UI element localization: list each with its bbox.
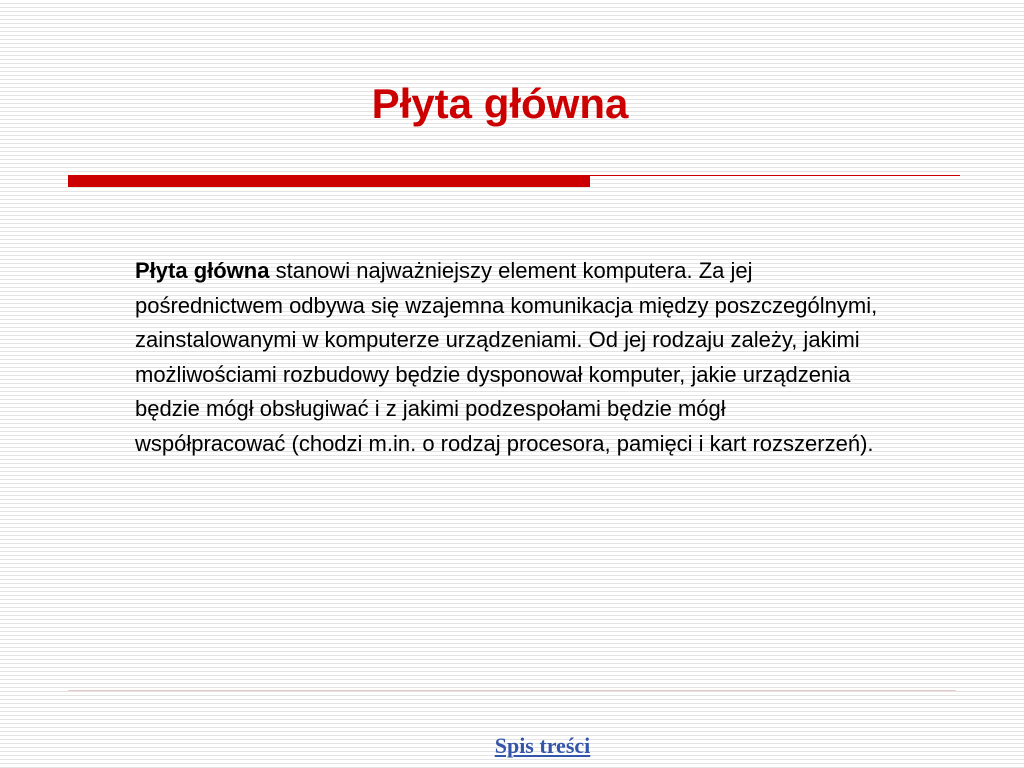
title-underline-thick xyxy=(68,175,590,187)
slide-title: Płyta główna xyxy=(371,80,629,127)
body-lead-term: Płyta główna xyxy=(135,258,270,283)
body-paragraph xyxy=(135,254,880,461)
table-of-contents-link[interactable]: Spis treści xyxy=(494,733,591,758)
footer-divider xyxy=(68,690,956,691)
body-description: stanowi najważniejszy element komputera. Za jej pośrednictwem odbywa się wzajemna komunikacja między poszczególnymi, zainstalowanymi w komputerze urządzeniami. Od jej rodzaju zależy, jakimi możliwościami rozbudowy będzie dysponował komputer, jakie urządzenia będzie mógł obsługiwać i z jakimi podzespołami będzie mógł współpracować (chodzi m.in. o rodzaj procesora, pamięci i kart rozszerzeń). xyxy=(135,258,878,456)
title-underline-thin xyxy=(590,175,960,176)
